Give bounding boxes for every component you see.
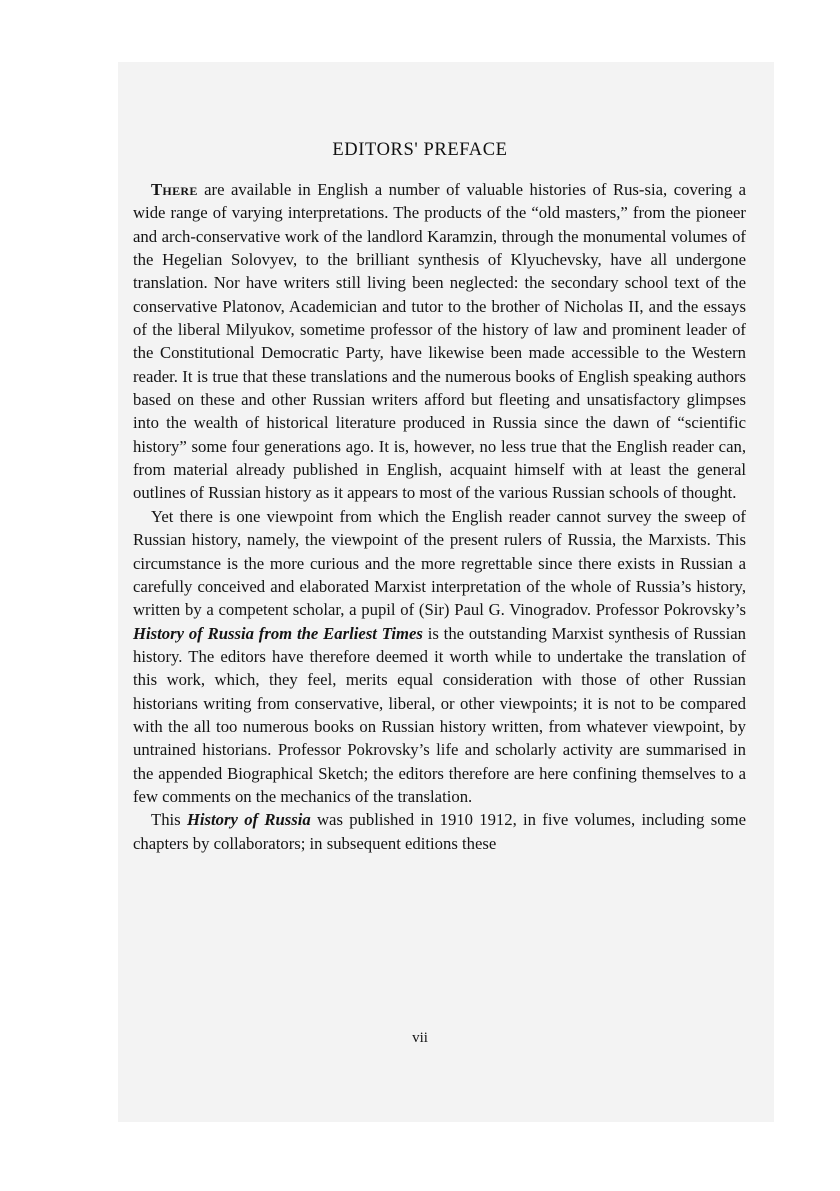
paragraph-2 (133, 505, 746, 808)
paragraph-1-text: are available in English a number of valuable histories of Rus-sia, covering a wide range of varying interpretations. The products of the “old masters,” from the pioneer and arch-conservative work of the landlord Karamzin, through the monumental volumes of the Hegelian Solovyev, to the brilliant synthesis of Klyuchevsky, have all undergone translation. Nor have writers still living been neglected: the secondary school text of the conservative Platonov, Academician and tutor to the brother of Nicholas II, and the essays of the liberal Milyukov, sometime professor of the history of law and prominent leader of the Constitutional Democratic Party, have likewise been made accessible to the Western reader. It is true that these translations and the numerous books of English speaking authors based on these and other Russian writers afford but fleeting and unsatisfactory glimpses into the wealth of historical literature produced in Russia since the dawn of “scientific history” some four generations ago. It is, however, no less true that the English reader can, from material already published in English, acquaint himself with at least the general outlines of Russian history as it appears to most of the various Russian schools of thought. (133, 180, 746, 503)
page-number: vii (412, 1030, 428, 1046)
paragraph-3 (133, 808, 746, 855)
paragraph-3-lead: This (151, 810, 187, 830)
book-title-short: History of Russia (186, 810, 311, 830)
page-title: EDITORS' PREFACE (332, 140, 508, 160)
paragraph-2-text-a: Yet there is one viewpoint from which the English reader cannot survey the sweep of Russian history, namely, the viewpoint of the present rulers of Russia, the Marxists. This circumstance is the more curious and the more regrettable since there exists in Russian a carefully conceived and elaborated Marxist interpretation of the whole of Russia’s history, written by a competent scholar, a pupil of (Sir) Paul G. Vinogradov. Professor Pokrovsky’s (133, 506, 746, 620)
paragraph-1 (133, 178, 746, 505)
preface-body (133, 178, 746, 855)
paragraph-3-text: was published in 1910 1912, in five volumes, including some chapters by collaborators; in subsequent editions these (133, 810, 746, 853)
book-title: History of Russia from the Earliest Times (133, 623, 423, 643)
lead-word: There (151, 180, 198, 199)
paragraph-2-text-b: is the outstanding Marxist synthesis of Russian history. The editors have therefore deemed it worth while to undertake the translation of this work, which, they feel, merits equal consideration with those of other Russian historians writing from conservative, liberal, or other viewpoints; it is not to be compared with the all too numerous books on Russian history written, from whatever viewpoint, by untrained historians. Professor Pokrovsky’s life and scholarly activity are summarised in the appended Biographical Sketch; the editors therefore are here confining themselves to a few comments on the mechanics of the translation. (133, 623, 746, 806)
